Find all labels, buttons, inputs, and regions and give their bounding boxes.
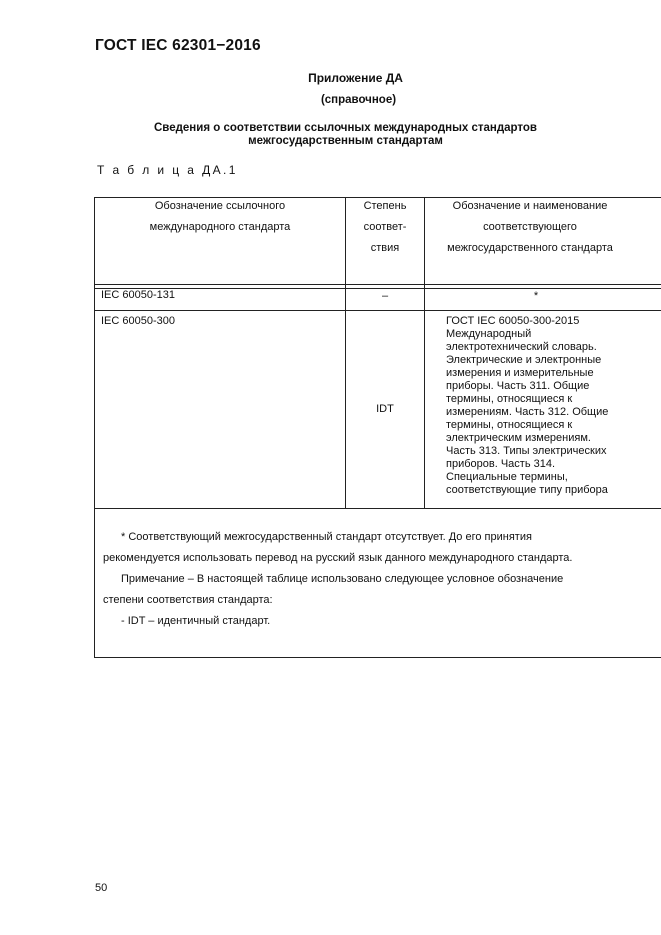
header-cell-degree xyxy=(346,196,424,259)
note-line-2: степени соответствия стандарта: xyxy=(103,594,273,606)
note-line-1: Примечание – В настоящей таблице использовано следующее условное обозначение xyxy=(121,573,564,585)
table-caption: Т а б л и ц а ДА.1 xyxy=(97,163,238,177)
header-degree-line-1: Степень xyxy=(363,200,407,212)
annex-title: Приложение ДА xyxy=(308,71,403,85)
row-2-interstate-line: Международный xyxy=(446,328,532,340)
table-body-bottom-rule xyxy=(94,508,661,509)
header-degree-line-3: ствия xyxy=(370,242,400,254)
header-interstate-line-1: Обозначение и наименование xyxy=(452,200,608,212)
row-2-interstate-line: соответствующие типу прибора xyxy=(446,484,608,496)
header-bottom-rule-2 xyxy=(94,288,661,289)
row-2-interstate-line: электрическим измерениям. xyxy=(446,432,591,444)
row-2-interstate-line: Электрические и электронные xyxy=(446,354,602,366)
row-2-degree: IDT xyxy=(376,403,394,415)
document-header: ГОСТ IEC 62301−2016 xyxy=(95,37,261,54)
row-2-interstate-line: термины, относящиеся к xyxy=(446,419,573,431)
header-interstate-line-3: межгосударственного стандарта xyxy=(447,242,613,254)
row-2-interstate-line: приборы. Часть 311. Общие xyxy=(446,380,590,392)
row-2-interstate-line: электротехнический словарь. xyxy=(446,341,597,353)
header-cell-standard xyxy=(96,196,344,238)
row-2-interstate-line: Специальные термины, xyxy=(446,471,568,483)
row-2-interstate-line: Часть 313. Типы электрических xyxy=(446,445,607,457)
annex-type: (справочное) xyxy=(320,94,397,106)
row-1-standard: IEC 60050-131 xyxy=(101,289,175,301)
page-number: 50 xyxy=(95,882,108,894)
footnote-line-1: * Соответствующий межгосударственный стандарт отсутствует. До его принятия xyxy=(121,531,532,543)
table-notes xyxy=(103,527,643,632)
info-title-line-1: Сведения о соответствии ссылочных международных стандартов xyxy=(153,122,537,134)
header-interstate-line-2: соответствующего xyxy=(483,221,577,233)
row-2-interstate-line: приборов. Часть 314. xyxy=(446,458,556,470)
info-title-line-2: межгосударственным стандартам xyxy=(248,135,443,147)
header-standard-line-2: международного стандарта xyxy=(149,221,291,233)
row-2-interstate-line: ГОСТ IEC 60050-300-2015 xyxy=(446,315,580,327)
info-title xyxy=(0,122,661,148)
note-item-idt: - IDT – идентичный стандарт. xyxy=(121,615,271,627)
row-2-interstate-line: измерениям. Часть 312. Общие xyxy=(446,406,609,418)
row-1-interstate: * xyxy=(533,290,539,302)
header-standard-line-1: Обозначение ссылочного xyxy=(154,200,286,212)
header-degree-line-2: соответ- xyxy=(363,221,407,233)
row-1-bottom-rule xyxy=(94,310,661,311)
row-2-interstate xyxy=(446,315,646,497)
header-cell-interstate xyxy=(425,196,635,259)
row-1-degree: – xyxy=(381,290,389,302)
row-2-standard: IEC 60050-300 xyxy=(101,315,175,327)
row-2-interstate-line: измерения и измерительные xyxy=(446,367,594,379)
row-2-interstate-line: термины, относящиеся к xyxy=(446,393,573,405)
footnote-line-2: рекомендуется использовать перевод на русский язык данного международного стандарта. xyxy=(103,552,573,564)
header-bottom-rule xyxy=(94,284,661,285)
